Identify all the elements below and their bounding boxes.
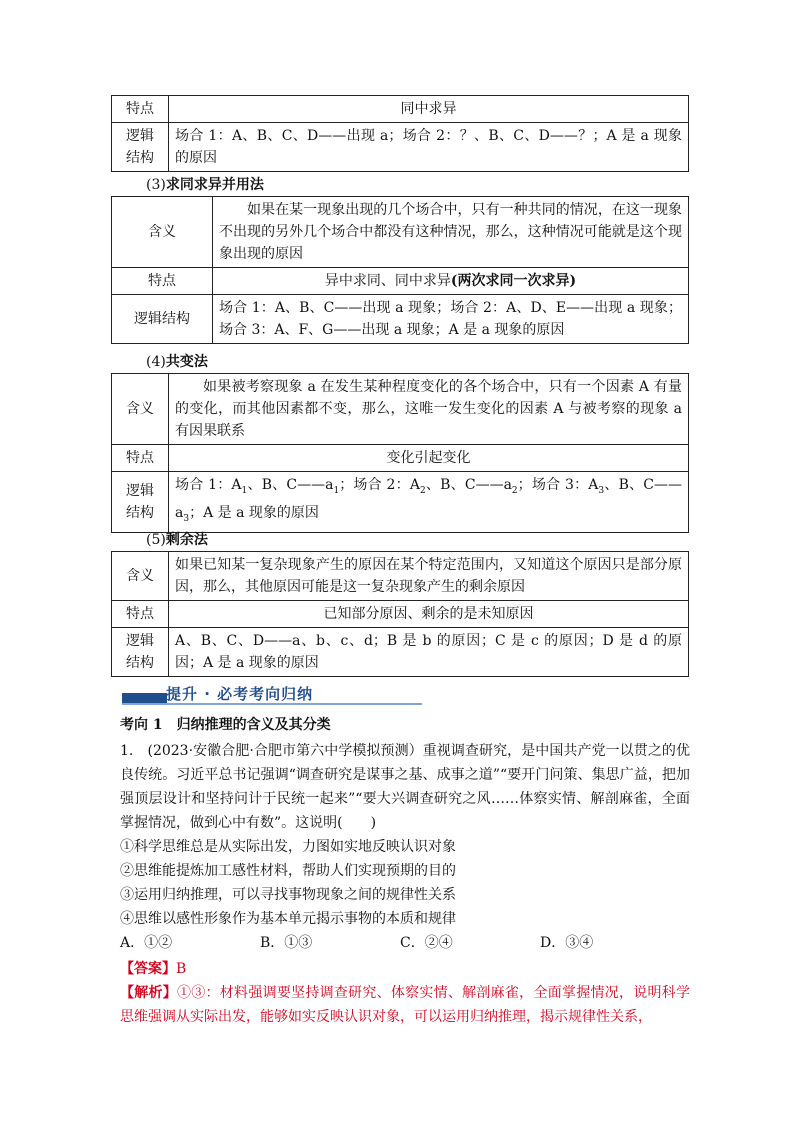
option-a: A．①② [120,935,173,951]
statement-2: ②思维能提炼加工感性材料，帮助人们实现预期的目的 [120,863,456,879]
statement-4: ④思维以感性形象作为基本单元揭示事物的本质和规律 [120,911,456,927]
meaning-value: 如果被考察现象 a 在发生某种程度变化的各个场合中，只有一个因素 A 有量的变化，而其他因素都不变，那么，这唯一发生变化的因素 A 与被考察的现象 a 有因果联系 [169,374,689,445]
table-residue-method [111,551,689,677]
table-concomitant-variation [111,373,689,533]
feature-value: 同中求异 [169,96,689,123]
feature-label: 特点 [112,445,169,472]
logic-label: 逻辑 结构 [112,628,169,677]
topic-heading: 考向 1 归纳推理的含义及其分类 [120,717,331,733]
statement-3: ③运用归纳推理，可以寻找事物现象之间的规律性关系 [120,887,456,903]
logic-label: 逻辑 结构 [112,123,169,172]
meaning-value: 如果已知某一复杂现象产生的原因在某个特定范围内，又知道这个原因只是部分原因，那么，其他原因可能是这一复杂现象产生的剩余原因 [169,552,689,601]
option-c: C．②④ [400,935,453,951]
meaning-label: 含义 [112,552,169,601]
section-heading-4: (4)共变法 [146,354,208,370]
feature-value: 变化引起变化 [169,445,689,472]
meaning-label: 含义 [112,374,169,445]
question-block [120,713,690,1029]
answer-options [120,931,690,955]
logic-label: 逻辑结构 [112,295,213,344]
analysis-line: 【解析】①③：材料强调要坚持调查研究、体察实情、解剖麻雀，全面掌握情况，说明科学思维强调从实际出发，能够如实反映认识对象，可以运用归纳推理，揭示规律性关系， [120,985,691,1025]
section-heading-3: (3)求同求异并用法 [146,177,264,193]
logic-value: A、B、C、D——a、b、c、d；B 是 b 的原因；C 是 c 的原因；D 是 d 的原因；A 是 a 现象的原因 [169,628,689,677]
banner-title: 提升 · 必考考向归纳 [166,685,314,703]
statement-1: ①科学思维总是从实际出发，力图如实地反映认识对象 [120,839,456,855]
feature-label: 特点 [112,601,169,628]
option-d: D．③④ [540,935,594,951]
section-banner [122,683,422,705]
banner-bar [122,693,167,703]
option-b: B．①③ [260,935,313,951]
logic-label: 逻辑 结构 [112,472,169,533]
feature-value: 异中求同、同中求异(两次求同一次求异) [213,268,689,295]
feature-value: 已知部分原因、剩余的是未知原因 [169,601,689,628]
feature-label: 特点 [112,96,169,123]
section-heading-5: (5)剩余法 [146,532,208,548]
table-joint-method [111,196,689,344]
logic-value: 场合 1：$A_1$、B、$C——a_1$；场合 2：$A_2$、B、$C——a_2$；场合 3：$A_3$、B、$C——a_3$；A 是 a 现象的原因 [169,472,689,533]
logic-value: 场合 1：A、B、C、D——出现 a；场合 2：？、B、C、D——？；A 是 a 现象的原因 [169,123,689,172]
table-method-difference [111,95,689,172]
question-stem: 1. (2023·安徽合肥·合肥市第六中学模拟预测）重视调查研究，是中国共产党一以贯之的优良传统。习近平总书记强调“调查研究是谋事之基、成事之道”“要开门问策、集思广益，把加强顶层设计和坚持问计于民统一起来”“要大兴调查研究之风……体察实情、解剖麻雀，全面掌握情况，做到心中有数”。这说明( ) [120,743,690,831]
answer-line: 【答案】B [120,961,187,977]
meaning-label: 含义 [112,197,213,268]
feature-label: 特点 [112,268,213,295]
logic-value: 场合 1：A、B、C——出现 a 现象；场合 2：A、D、E——出现 a 现象；场合 3：A、F、G——出现 a 现象；A 是 a 现象的原因 [213,295,689,344]
meaning-value: 如果在某一现象出现的几个场合中，只有一种共同的情况，在这一现象不出现的另外几个场合中都没有这种情况，那么，这种情况可能就是这个现象出现的原因 [213,197,689,268]
